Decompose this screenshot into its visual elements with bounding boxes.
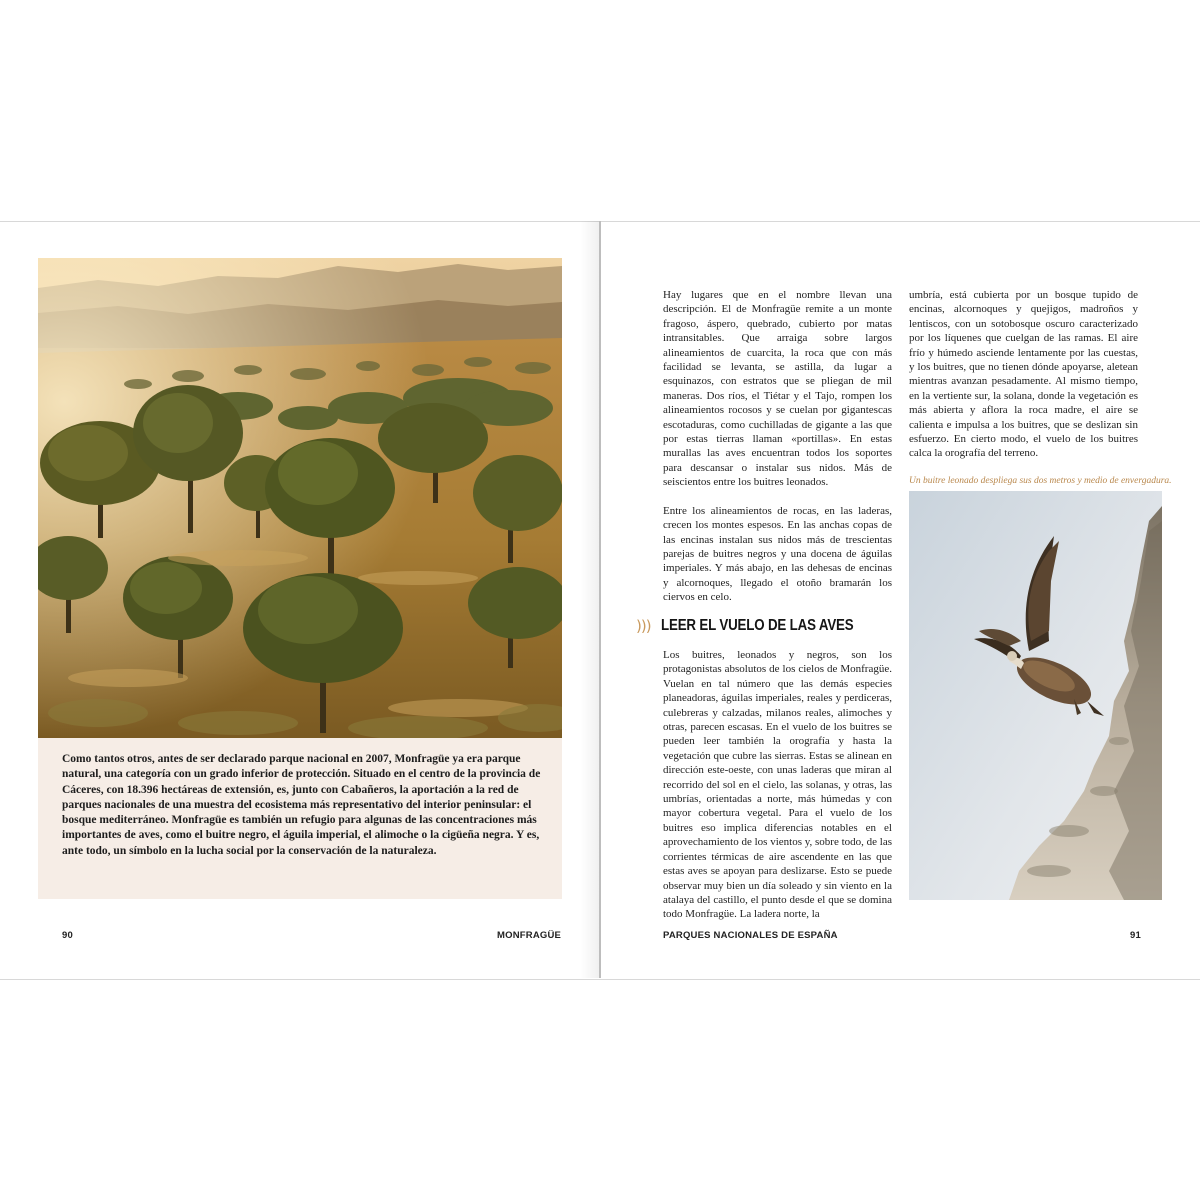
gutter-shadow	[580, 221, 599, 978]
body-paragraph: umbría, está cubierta por un bosque tupido de encinas, alcornoques y quejigos, madroños y lentiscos, con un sotobosque oscuro caracterizado por los líquenes que cuelgan de las ramas. El aire frío y húmedo asciende lentamente por las cuestas, y los buitres, que no tienen dónde apoyarse, aletean mientras avanzan pesadamente. Al mismo tiempo, en la vertiente sur, la solana, donde la vegetación es más abierta y aflora la roca madre, el aire se calienta e impulsa a los buitres, que se deslizan sin esfuerzo. En cierto modo, el vuelo de los buitres calca la orografía del terreno.	[909, 289, 1138, 460]
vulture-photo-caption: Un buitre leonado despliega sus dos metros y medio de envergadura.	[909, 476, 1172, 486]
right-column-1	[663, 288, 892, 619]
body-paragraph: Los buitres, leonados y negros, son los protagonistas absolutos de los cielos de Monfragüe. Vuelan en tal número que las demás especies planeadoras, águilas imperiales, reales y perdiceras, culebreras y calzadas, milanos reales, alimoches y otras, parecen escasas. En el vuelo de los buitres se pueden leer también la orografía y hasta la vegetación que cubre las sierras. Estas se alinean en dirección este-oeste, con unas laderas que miran al recorrido del sol en el cielo, las solanas, y otras, las umbrías, orientadas a norte, más húmedas y con mayor cobertura vegetal. Para el vuelo de los buitres eso implica diferencias notables en el aprovechamiento de los vientos y, sobre todo, de las corrientes térmicas de aire ascendente en las que estas aves se apoyan para deslizarse. Esto se puede observar muy bien un día soleado y sin viento en la atalaya del castillo, el punto desde el que se domina todo Monfragüe. La ladera norte, la	[663, 649, 893, 921]
right-column-2	[909, 288, 1138, 475]
vulture-photo	[909, 491, 1162, 900]
left-page-number: 90	[62, 930, 73, 941]
section-body	[663, 648, 892, 936]
dehesa-landscape-photo	[38, 258, 562, 738]
intro-caption-text: Como tantos otros, antes de ser declarado parque nacional en 2007, Monfragüe ya era parque natural, una categoría con un grado inferior de protección. Situado en el centro de la provincia de Cáceres, con 18.396 hectáreas de extensión, es, junto con Cabañeros, la aportación a la red de parques nacionales de una muestra del ecosistema más representativo del interior peninsular: el bosque mediterráneo. Monfragüe es también un refugio para algunas de las concentraciones más importantes de aves, como el buitre negro, el águila imperial, el alimoche o la cigüeña negra. Y es, ante todo, un símbolo en la lucha social por la conservación de la naturaleza.	[62, 753, 541, 857]
chevrons-icon: )))	[636, 617, 651, 635]
right-page-number: 91	[1130, 930, 1141, 941]
right-running-head: PARQUES NACIONALES DE ESPAÑA	[663, 930, 838, 941]
body-paragraph: Hay lugares que en el nombre llevan una descripción. El de Monfragüe remite a un monte fragoso, áspero, quebrado, cubierto por matas intransitables. Que arraiga sobre largos alineamientos de cuarcita, la roca que con más facilidad se levanta, se astilla, da lugar a esquinazos, con estratos que se pliegan de mil maneras. Dos ríos, el Tiétar y el Tajo, rompen los alineamientos rocosos y se cuelan por gigantescas escotaduras, como cuchilladas de gigante a las que por estas tierras llaman «portillas». En estas murallas las aves encuentran todos los soportes para descansar o instalar sus nidos. Más de seiscientos entre los buitres leonados.	[663, 289, 892, 489]
body-paragraph: Entre los alineamientos de rocas, en las laderas, crecen los montes espesos. En las anchas copas de las encinas instalan sus nidos más de trescientas parejas de buitres negros y una docena de águilas imperiales. Y más abajo, en las dehesas de encinas y alcornoques, llegado el otoño bramarán los ciervos en celo.	[663, 504, 892, 604]
section-title: LEER EL VUELO DE LAS AVES	[660, 617, 854, 634]
book-gutter	[599, 221, 601, 978]
section-heading	[636, 612, 884, 640]
left-running-head: MONFRAGÜE	[497, 930, 562, 941]
